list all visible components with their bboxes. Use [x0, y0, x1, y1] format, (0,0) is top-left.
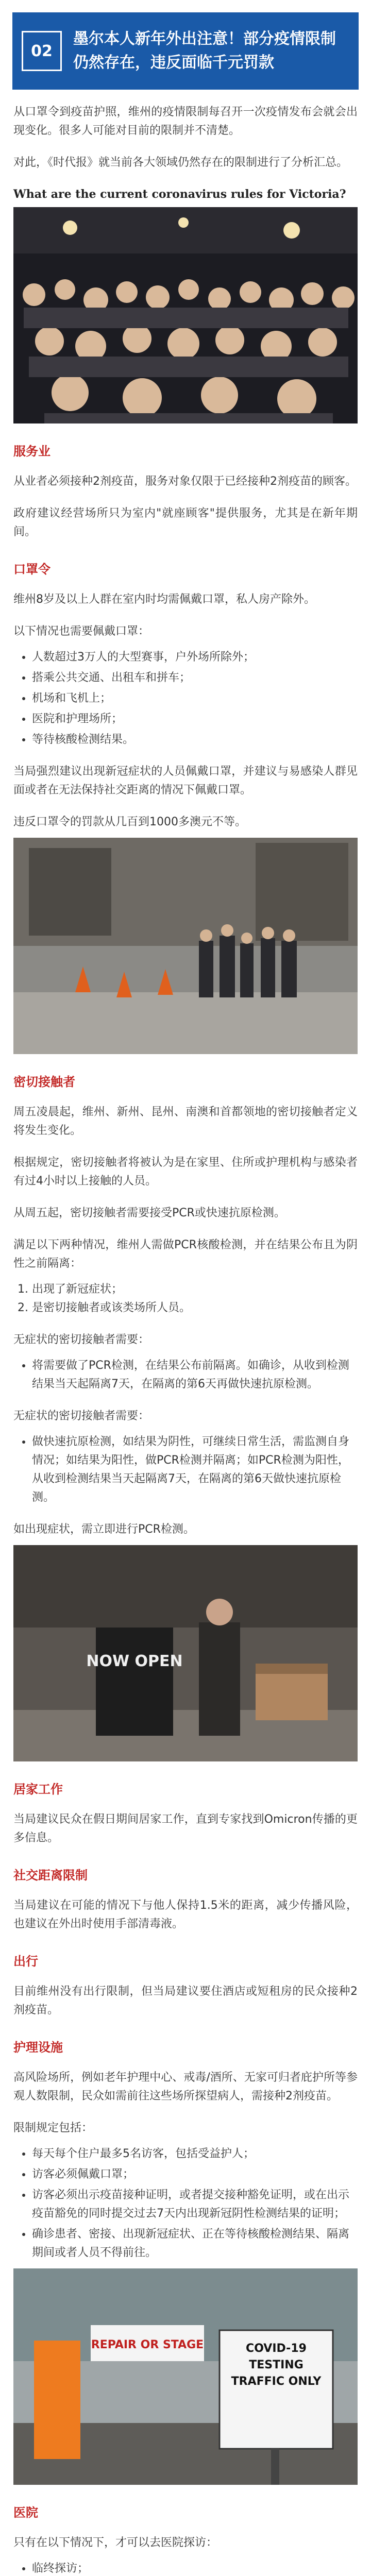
contacts-list-1: [13, 1357, 358, 1394]
remote-paragraph-1: 当局建议民众在假日期间居家工作，直到专家找到Omicron传播的更多信息。: [13, 1813, 358, 1844]
list-item: • 将需要做了PCR检测，在结果公布前隔离。如确诊，从收到检测结果当天起隔离7天，在隔离的第6天再做快速抗原检测。: [32, 1357, 358, 1394]
contacts-paragraph-6: 无症状的密切接触者需要：: [13, 1410, 150, 1422]
masks-list: [13, 648, 358, 749]
hospitals-list: [13, 2560, 358, 2576]
masks-paragraph-1: 维州8岁及以上人群在室内时均需佩戴口罩，私人房产除外。: [13, 593, 315, 606]
aged-care-paragraph-1: 高风险场所，例如老年护理中心、戒毒/酒所、无家可归者庇护所等参观人数限制，民众如需前往这些场所探望病人，需接种2剂疫苗。: [13, 2071, 358, 2103]
list-item: • 访客必须佩戴口罩；: [32, 2165, 358, 2184]
distancing-paragraph-1: 当局建议在可能的情况下与他人保持1.5米的距离，减少传播风险，也建议在外出时使用手部清毒液。: [13, 1899, 358, 1930]
sign-repair: REPAIR OR STAGE: [91, 2338, 204, 2351]
contacts-list-2: [13, 1433, 358, 1507]
aged-care-paragraph-2: 限制规定包括：: [13, 2122, 93, 2134]
travel-paragraph-1: 目前维州没有出行限制，但当局建议要住酒店或短租房的民众接种2剂疫苗。: [13, 1985, 358, 2016]
sign-testing-traffic: COVID-19 TESTING TRAFFIC ONLY: [231, 2342, 322, 2388]
street-queue-photo: [13, 838, 358, 1054]
crowd-photo-illustration: [13, 207, 358, 423]
article-title: 墨尔本人新年外出注意！部分疫情限制仍然存在，违反面临千元罚款: [73, 30, 336, 72]
contacts-paragraph-4: 满足以下两种情况，维州人需做PCR核酸检测，并在结果公布且为阴性之前隔离：: [13, 1239, 358, 1270]
section-title-close-contacts: 密切接触者: [13, 1075, 75, 1089]
hospitality-paragraph-1: 从业者必须接种2剂疫苗，服务对象仅限于已经接种2剂疫苗的顾客。: [13, 475, 357, 488]
section-title-hospitals: 医院: [13, 2505, 38, 2520]
section-title-remote-work: 居家工作: [13, 1782, 63, 1797]
section-banner: [12, 12, 359, 90]
aged-care-list: [13, 2145, 358, 2262]
list-item: 2. 是密切接触者或该类场所人员。: [32, 1299, 358, 1317]
hospitality-paragraph-2: 政府建议经营场所只为室内"就座顾客"提供服务，尤其是在新年期间。: [13, 507, 358, 538]
testing-sign-photo: [13, 2268, 358, 2485]
section-title-distancing: 社交距离限制: [13, 1868, 88, 1883]
masks-paragraph-3: 当局强烈建议出现新冠症状的人员佩戴口罩，并建议与易感染人群见面或者在无法保持社交距离的情况下佩戴口罩。: [13, 765, 358, 796]
contacts-paragraph-2: 根据规定，密切接触者将被认为是在家里、住所或护理机构与感染者有过4小时以上接触的人员。: [13, 1156, 358, 1188]
sign-now-open: NOW OPEN: [86, 1652, 183, 1670]
crowd-photo: [13, 207, 358, 423]
contacts-paragraph-7: 如出现症状，需立即进行PCR检测。: [13, 1523, 195, 1536]
contacts-paragraph-1: 周五凌晨起，维州、新州、昆州、南澳和首都领地的密切接触者定义将发生变化。: [13, 1106, 358, 1137]
list-item: • 等待核酸检测结果。: [32, 731, 358, 749]
list-item: • 搭乘公共交通、出租车和拼车；: [32, 669, 358, 687]
section-title-masks: 口罩令: [13, 562, 50, 577]
masks-paragraph-2: 以下情况也需要佩戴口罩：: [13, 625, 150, 638]
list-item: • 每天每个住户最多5名访客，包括受益护人；: [32, 2145, 358, 2163]
now-open-illustration: [13, 1545, 358, 1761]
list-item: • 机场和飞机上；: [32, 689, 358, 708]
intro-paragraph-1: 从口罩令到疫苗护照，维州的疫情限制每召开一次疫情发布会就会出现变化。很多人可能对目前的限制并不清楚。: [13, 106, 358, 137]
list-item: 1. 出现了新冠症状；: [32, 1280, 358, 1299]
testing-sign-illustration: [13, 2268, 358, 2485]
article-page: [0, 12, 371, 2576]
contacts-paragraph-3: 从周五起，密切接触者需要接受PCR或快速抗原检测。: [13, 1207, 285, 1219]
list-item: • 访客必须出示疫苗接种证明，或者提交接种豁免证明，或在出示疫苗豁免的同时提交过去7天内出现新冠阴性检测结果的证明；: [32, 2186, 358, 2223]
now-open-photo: [13, 1545, 358, 1761]
english-subhead: What are the current coronavirus rules for Victoria?: [13, 188, 346, 201]
section-title-travel: 出行: [13, 1954, 38, 1969]
section-title-aged-care: 护理设施: [13, 2040, 63, 2055]
list-item: • 确诊患者、密接、出现新冠症状、正在等待核酸检测结果、隔离期间或者人员不得前往。: [32, 2225, 358, 2262]
section-number: 02: [22, 31, 62, 71]
list-item: • 临终探访；: [32, 2560, 358, 2576]
list-item: • 做快速抗原检测，如结果为阴性，可继续日常生活，需监测自身情况；如结果为阳性，做PCR检测并隔离；如PCR检测为阳性，从收到检测结果当天起隔离7天，在隔离的第6天做快速抗原检测。: [32, 1433, 358, 1507]
intro-paragraph-2: 对此，《时代报》就当前各大领域仍然存在的限制进行了分析汇总。: [13, 156, 348, 169]
contacts-paragraph-5: 无症状的密切接触者需要：: [13, 1333, 150, 1346]
article-body: [0, 103, 371, 2576]
street-queue-illustration: [13, 838, 358, 1054]
contacts-numbered-list: [13, 1280, 358, 1317]
list-item: • 人数超过3万人的大型赛事，户外场所除外；: [32, 648, 358, 667]
hospitals-paragraph-1: 只有在以下情况下，才可以去医院探访：: [13, 2536, 218, 2549]
list-item: • 医院和护理场所；: [32, 710, 358, 728]
masks-paragraph-4: 违反口罩令的罚款从几百到1000多澳元不等。: [13, 816, 246, 828]
section-title-hospitality: 服务业: [13, 444, 50, 459]
